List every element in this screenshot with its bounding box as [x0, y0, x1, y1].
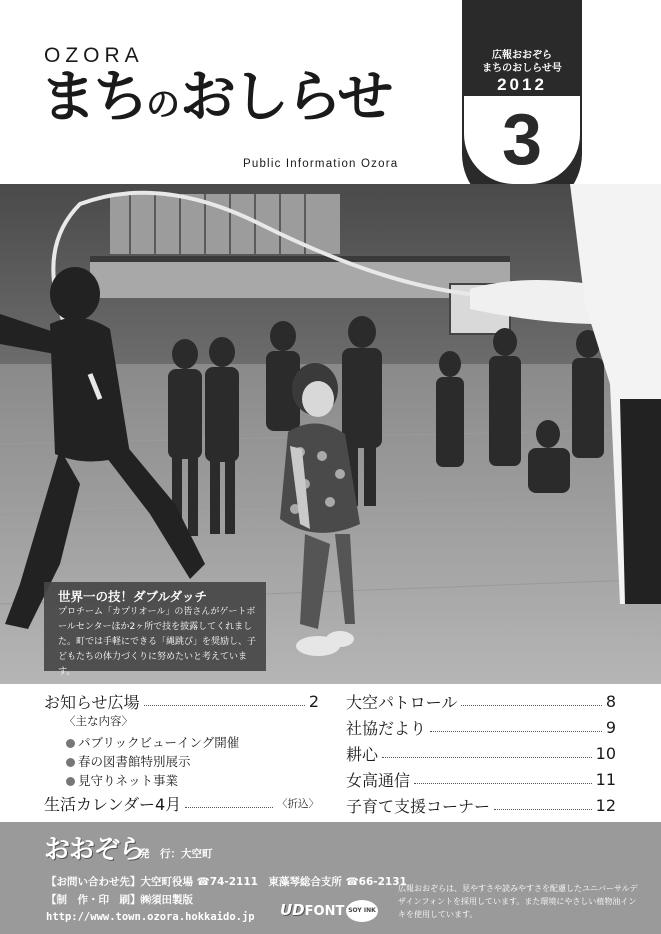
- toc-item-oshirase-hiroba[interactable]: [44, 692, 319, 710]
- caption-body: プロチーム「カプリオール」の皆さんがゲートボールセンターほか2ヶ所で技を披露してくれました。町では手軽にできる「縄跳び」を奨励し、子どもたちの体力づくりに努めたいと考えています。: [58, 607, 257, 677]
- ud-font-word: FONT: [304, 904, 345, 919]
- ud-font-logo: [280, 901, 344, 919]
- toc-page: 12: [595, 795, 616, 815]
- toc-subitem: [66, 771, 178, 789]
- bullet-icon: [66, 777, 75, 786]
- publication-title: [40, 65, 391, 130]
- toc-leader: [461, 697, 601, 706]
- toc-item-kosodate[interactable]: [346, 796, 616, 814]
- toc-leader: [494, 801, 592, 810]
- toc-label: 社協だより: [346, 718, 427, 738]
- toc-label: 女高通信: [346, 770, 411, 790]
- footer-band: [0, 822, 661, 934]
- soy-ink-icon: SOY INK: [346, 900, 378, 922]
- caption-title: 世界一の技！ダブルダッチ: [58, 589, 208, 604]
- toc-leader: [185, 799, 273, 808]
- toc-label: 生活カレンダー4月: [44, 794, 182, 814]
- toc-leader: [414, 775, 592, 784]
- toc-subitem: [66, 752, 191, 770]
- toc-page: 2: [308, 691, 319, 711]
- toc-label: お知らせ広場: [44, 692, 140, 712]
- contact-info: 【お問い合わせ先】大空町役場 ☎74-2111 東藻琴総合支所 ☎66-2131: [46, 876, 407, 888]
- ud-font-mark: UD: [280, 901, 305, 919]
- toc-item-koshin[interactable]: [346, 744, 616, 762]
- toc-page: 9: [605, 717, 616, 737]
- toc-subitem-label: 春の図書館特別展示: [78, 754, 191, 769]
- town-url-link[interactable]: http://www.town.ozora.hokkaido.jp: [46, 911, 255, 923]
- toc-item-calendar[interactable]: [44, 794, 319, 812]
- toc-item-shakyo[interactable]: [346, 718, 616, 736]
- publisher: 発 行：大空町: [139, 848, 213, 860]
- issue-series: 広報おおぞら: [492, 50, 552, 61]
- town-logo: おおぞら: [44, 835, 145, 865]
- photo-caption: [44, 582, 266, 677]
- footer-note: 広報おおぞらは、見やすさや読みやすさを配慮したユニバーサルデザインフォントを採用しています。また環境にやさしい植物油インキを使用しています。: [398, 884, 638, 919]
- title-part-oshirase: おしらせ: [180, 65, 391, 130]
- toc-page: 〈折込〉: [277, 797, 319, 810]
- issue-number: 3: [501, 100, 543, 180]
- toc-page: 11: [595, 769, 616, 789]
- toc-leader: [430, 723, 602, 732]
- title-part-machi: まち: [40, 65, 146, 130]
- issue-series-name: まちのおしらせ号: [482, 63, 562, 74]
- toc-subitem-label: パブリックビューイング開催: [78, 735, 240, 750]
- toc-page: 8: [605, 691, 616, 711]
- printer-info: 【制 作・印 刷】㈱須田製版: [46, 894, 193, 906]
- issue-year: 2012: [497, 75, 547, 94]
- toc-leader: [144, 697, 305, 706]
- toc-item-patrol[interactable]: [346, 692, 616, 710]
- toc-subheading: 〈主な内容〉: [64, 714, 133, 728]
- toc-label: 耕心: [346, 744, 379, 764]
- toc-page: 10: [595, 743, 616, 763]
- title-part-no: の: [146, 85, 180, 125]
- toc-subitem-label: 見守りネット事業: [78, 773, 179, 788]
- toc-label: 子育て支援コーナー: [346, 796, 491, 816]
- issue-badge: [462, 0, 582, 212]
- issue-number-panel: [464, 96, 580, 184]
- bullet-icon: [66, 758, 75, 767]
- toc-label: 大空パトロール: [346, 692, 458, 712]
- brand-wordmark: OZORA: [44, 44, 144, 67]
- publication-subtitle: Public Information Ozora: [243, 158, 399, 170]
- toc-leader: [382, 749, 592, 758]
- toc-item-jokou[interactable]: [346, 770, 616, 788]
- toc-subitem: [66, 733, 239, 751]
- bullet-icon: [66, 739, 75, 748]
